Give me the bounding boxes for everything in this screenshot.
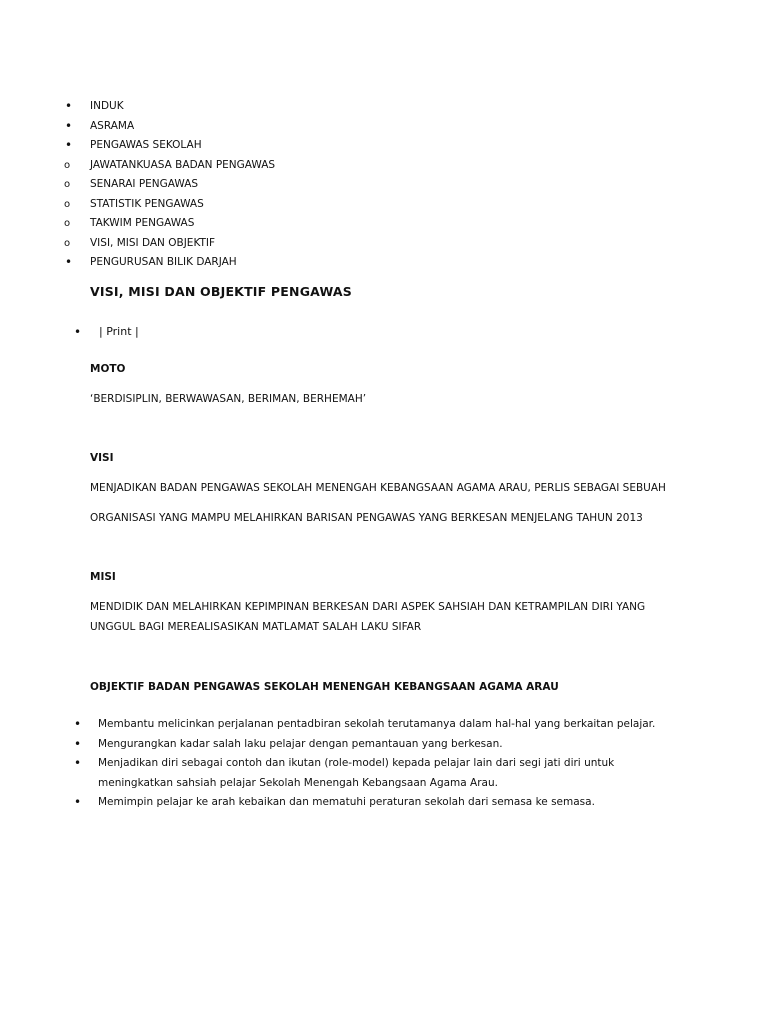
bullet-disc-icon: • — [74, 717, 82, 731]
bullet-disc-icon: • — [74, 736, 82, 751]
nav-item-label[interactable]: PENGAWAS SEKOLAH — [90, 139, 202, 151]
bullet-circle-icon: o — [64, 179, 71, 190]
objektif-list — [74, 715, 674, 813]
bullet-circle-icon: o — [64, 237, 71, 249]
print-link[interactable]: | Print | — [99, 325, 139, 338]
bullet-circle-icon: o — [64, 218, 71, 229]
bullet-disc-icon: • — [74, 756, 82, 770]
bullet-disc-icon: • — [65, 118, 73, 133]
objektif-item-text: Menjadikan diri sebagai contoh dan ikutan (role-model) kepada pelajar lain dari segi jati diri untuk meningkatkan sahsiah pelajar Sekolah Menengah Kebangsaan Agama Arau. — [98, 757, 615, 789]
misi-text-line-2: UNGGUL BAGI MEREALISASIKAN MATLAMAT SALAH LAKU SIFAR — [90, 621, 422, 633]
objektif-heading: OBJEKTIF BADAN PENGAWAS SEKOLAH MENENGAH KEBANGSAAN AGAMA ARAU — [90, 681, 559, 693]
moto-heading: MOTO — [90, 363, 126, 375]
bullet-disc-icon: • — [74, 325, 82, 339]
nav-item-label[interactable]: SENARAI PENGAWAS — [90, 178, 199, 190]
list-item — [74, 715, 674, 735]
nav-item-label[interactable]: TAKWIM PENGAWAS — [90, 217, 195, 229]
bullet-disc-icon: • — [65, 99, 73, 113]
list-item — [74, 754, 674, 793]
bullet-disc-icon: • — [74, 795, 82, 809]
bullet-circle-icon: o — [64, 159, 71, 171]
misi-text-line-1: MENDIDIK DAN MELAHIRKAN KEPIMPINAN BERKESAN DARI ASPEK SAHSIAH DAN KETRAMPILAN DIRI YANG — [90, 601, 646, 613]
bullet-disc-icon: • — [65, 255, 73, 269]
bullet-circle-icon: o — [64, 198, 71, 210]
misi-heading: MISI — [90, 571, 116, 583]
list-item — [74, 793, 674, 813]
nav-item-label[interactable]: STATISTIK PENGAWAS — [90, 197, 204, 210]
objektif-item-text: Mengurangkan kadar salah laku pelajar dengan pemantauan yang berkesan. — [98, 737, 503, 750]
nav-item-label[interactable]: JAWATANKUASA BADAN PENGAWAS — [90, 158, 276, 171]
nav-item-label[interactable]: ASRAMA — [90, 119, 135, 132]
visi-text-line-1: MENJADIKAN BADAN PENGAWAS SEKOLAH MENENGAH KEBANGSAAN AGAMA ARAU, PERLIS SEBAGAI SEBUAH — [90, 482, 666, 494]
visi-heading: VISI — [90, 452, 114, 464]
nav-item-label[interactable]: INDUK — [90, 100, 124, 112]
objektif-item-text: Memimpin pelajar ke arah kebaikan dan mematuhi peraturan sekolah dari semasa ke semasa. — [98, 796, 595, 808]
nav-item-label[interactable]: PENGURUSAN BILIK DARJAH — [90, 256, 237, 268]
visi-text-line-2: ORGANISASI YANG MAMPU MELAHIRKAN BARISAN PENGAWAS YANG BERKESAN MENJELANG TAHUN 2013 — [90, 512, 643, 524]
page-title: VISI, MISI DAN OBJEKTIF PENGAWAS — [90, 284, 352, 299]
objektif-item-text: Membantu melicinkan perjalanan pentadbiran sekolah terutamanya dalam hal-hal yang berkaitan pelajar. — [98, 718, 656, 730]
list-item — [74, 735, 674, 755]
bullet-disc-icon: • — [65, 138, 73, 152]
nav-item-label[interactable]: VISI, MISI DAN OBJEKTIF — [90, 236, 216, 249]
moto-text: ‘BERDISIPLIN, BERWAWASAN, BERIMAN, BERHEMAH’ — [90, 393, 367, 405]
